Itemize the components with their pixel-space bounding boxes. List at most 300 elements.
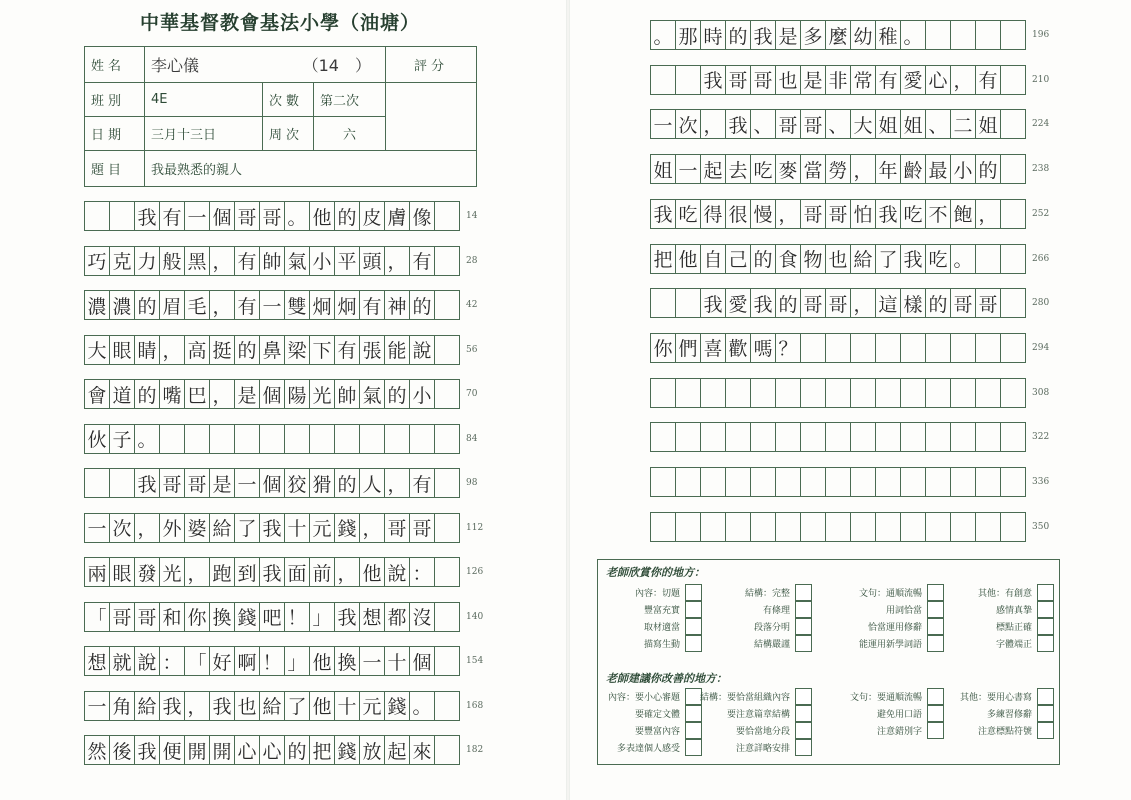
grid-cell[interactable] bbox=[775, 512, 801, 542]
grid-cell[interactable]: 帥 bbox=[334, 379, 360, 409]
grid-cell[interactable] bbox=[409, 424, 435, 454]
grid-cell[interactable]: 我 bbox=[134, 201, 160, 231]
review-checkbox[interactable] bbox=[795, 688, 812, 705]
grid-cell[interactable]: 吃 bbox=[925, 244, 951, 274]
grid-cell[interactable] bbox=[309, 424, 335, 454]
review-checkbox[interactable] bbox=[795, 635, 812, 652]
grid-cell[interactable]: 吃 bbox=[675, 199, 701, 229]
grid-cell[interactable] bbox=[1000, 65, 1026, 95]
grid-cell[interactable]: 一 bbox=[259, 290, 285, 320]
grid-cell[interactable] bbox=[1000, 109, 1026, 139]
grid-cell[interactable] bbox=[925, 512, 951, 542]
grid-cell[interactable]: 姐 bbox=[650, 154, 676, 184]
grid-cell[interactable]: ， bbox=[209, 246, 235, 276]
grid-cell[interactable]: ， bbox=[384, 246, 410, 276]
grid-cell[interactable] bbox=[900, 333, 926, 363]
grid-cell[interactable]: 氣 bbox=[284, 246, 310, 276]
grid-cell[interactable]: 說 bbox=[134, 646, 160, 676]
grid-cell[interactable] bbox=[775, 378, 801, 408]
grid-cell[interactable]: 前 bbox=[309, 557, 335, 587]
grid-cell[interactable] bbox=[725, 512, 751, 542]
grid-cell[interactable]: 我 bbox=[875, 199, 901, 229]
grid-cell[interactable] bbox=[975, 378, 1001, 408]
grid-cell[interactable]: 多 bbox=[800, 20, 826, 50]
grid-cell[interactable] bbox=[109, 201, 135, 231]
grid-cell[interactable] bbox=[1000, 333, 1026, 363]
grid-cell[interactable]: ， bbox=[334, 557, 360, 587]
grid-cell[interactable]: 你 bbox=[650, 333, 676, 363]
review-checkbox[interactable] bbox=[795, 584, 812, 601]
grid-cell[interactable]: 哥 bbox=[725, 65, 751, 95]
grid-cell[interactable]: 我 bbox=[900, 244, 926, 274]
grid-cell[interactable]: 他 bbox=[309, 201, 335, 231]
grid-cell[interactable]: 和 bbox=[159, 602, 185, 632]
grid-cell[interactable]: 我 bbox=[725, 109, 751, 139]
grid-cell[interactable]: 給 bbox=[850, 244, 876, 274]
grid-cell[interactable]: 狡 bbox=[284, 468, 310, 498]
grid-cell[interactable]: 非 bbox=[825, 65, 851, 95]
grid-cell[interactable]: 心 bbox=[234, 735, 260, 765]
grid-cell[interactable] bbox=[434, 646, 460, 676]
review-checkbox[interactable] bbox=[927, 601, 944, 618]
grid-cell[interactable]: 有 bbox=[234, 246, 260, 276]
grid-cell[interactable] bbox=[434, 246, 460, 276]
grid-cell[interactable]: 也 bbox=[825, 244, 851, 274]
grid-cell[interactable] bbox=[850, 333, 876, 363]
grid-cell[interactable]: 會 bbox=[84, 379, 110, 409]
grid-cell[interactable]: 有 bbox=[159, 201, 185, 231]
grid-cell[interactable]: 把 bbox=[309, 735, 335, 765]
grid-cell[interactable] bbox=[1000, 378, 1026, 408]
grid-cell[interactable]: 不 bbox=[925, 199, 951, 229]
grid-cell[interactable]: ， bbox=[700, 109, 726, 139]
grid-cell[interactable]: 就 bbox=[109, 646, 135, 676]
grid-cell[interactable] bbox=[700, 378, 726, 408]
grid-cell[interactable]: 哥 bbox=[384, 513, 410, 543]
grid-cell[interactable] bbox=[800, 378, 826, 408]
grid-cell[interactable] bbox=[675, 467, 701, 497]
review-checkbox[interactable] bbox=[795, 739, 812, 756]
grid-cell[interactable]: 都 bbox=[384, 602, 410, 632]
review-checkbox[interactable] bbox=[1037, 722, 1054, 739]
class-value[interactable]: 4E bbox=[145, 83, 263, 117]
grid-cell[interactable]: 後 bbox=[109, 735, 135, 765]
grid-cell[interactable]: 鼻 bbox=[259, 335, 285, 365]
grid-cell[interactable]: 一 bbox=[84, 691, 110, 721]
grid-cell[interactable] bbox=[434, 335, 460, 365]
grid-cell[interactable] bbox=[875, 378, 901, 408]
grid-cell[interactable]: 食 bbox=[775, 244, 801, 274]
grid-cell[interactable] bbox=[925, 422, 951, 452]
grid-cell[interactable] bbox=[850, 378, 876, 408]
grid-cell[interactable]: 我 bbox=[750, 288, 776, 318]
grid-cell[interactable]: 我 bbox=[750, 20, 776, 50]
grid-cell[interactable]: 發 bbox=[134, 557, 160, 587]
grid-cell[interactable]: 便 bbox=[159, 735, 185, 765]
grid-cell[interactable]: 物 bbox=[800, 244, 826, 274]
grid-cell[interactable]: 時 bbox=[700, 20, 726, 50]
grid-cell[interactable]: 他 bbox=[309, 691, 335, 721]
grid-cell[interactable] bbox=[159, 424, 185, 454]
grid-cell[interactable]: 一 bbox=[675, 154, 701, 184]
grid-cell[interactable]: 。 bbox=[900, 20, 926, 50]
grid-cell[interactable]: 哥 bbox=[750, 65, 776, 95]
grid-cell[interactable]: 、 bbox=[825, 109, 851, 139]
grid-cell[interactable] bbox=[1000, 199, 1026, 229]
grid-cell[interactable]: ， bbox=[209, 379, 235, 409]
grid-cell[interactable] bbox=[925, 467, 951, 497]
review-checkbox[interactable] bbox=[1037, 601, 1054, 618]
grid-cell[interactable]: 十 bbox=[284, 513, 310, 543]
grid-cell[interactable] bbox=[800, 422, 826, 452]
grid-cell[interactable]: 怕 bbox=[850, 199, 876, 229]
review-checkbox[interactable] bbox=[685, 635, 702, 652]
grid-cell[interactable] bbox=[234, 424, 260, 454]
grid-cell[interactable] bbox=[975, 333, 1001, 363]
grid-cell[interactable]: 毛 bbox=[184, 290, 210, 320]
grid-cell[interactable]: ， bbox=[159, 335, 185, 365]
grid-cell[interactable]: 一 bbox=[650, 109, 676, 139]
grid-cell[interactable] bbox=[950, 512, 976, 542]
grid-cell[interactable] bbox=[1000, 512, 1026, 542]
grid-cell[interactable]: 吃 bbox=[750, 154, 776, 184]
grid-cell[interactable] bbox=[700, 467, 726, 497]
grid-cell[interactable] bbox=[850, 422, 876, 452]
grid-cell[interactable]: 他 bbox=[359, 557, 385, 587]
grid-cell[interactable]: 吃 bbox=[900, 199, 926, 229]
grid-cell[interactable]: 得 bbox=[700, 199, 726, 229]
grid-cell[interactable] bbox=[750, 467, 776, 497]
review-checkbox[interactable] bbox=[927, 705, 944, 722]
grid-cell[interactable]: 沒 bbox=[409, 602, 435, 632]
grid-cell[interactable] bbox=[750, 378, 776, 408]
grid-cell[interactable]: 吧 bbox=[259, 602, 285, 632]
grid-cell[interactable]: 很 bbox=[725, 199, 751, 229]
grid-cell[interactable] bbox=[434, 379, 460, 409]
grid-cell[interactable] bbox=[650, 512, 676, 542]
grid-cell[interactable] bbox=[109, 468, 135, 498]
grid-cell[interactable]: ， bbox=[850, 154, 876, 184]
grid-cell[interactable]: 炯 bbox=[334, 290, 360, 320]
grid-cell[interactable]: 皮 bbox=[359, 201, 385, 231]
grid-cell[interactable]: 哥 bbox=[134, 602, 160, 632]
grid-cell[interactable]: 角 bbox=[109, 691, 135, 721]
grid-cell[interactable]: 我 bbox=[259, 513, 285, 543]
grid-cell[interactable] bbox=[675, 512, 701, 542]
grid-cell[interactable] bbox=[825, 512, 851, 542]
grid-cell[interactable]: ？ bbox=[775, 333, 801, 363]
grid-cell[interactable] bbox=[750, 512, 776, 542]
review-checkbox[interactable] bbox=[795, 705, 812, 722]
grid-cell[interactable]: 次 bbox=[109, 513, 135, 543]
grid-cell[interactable]: 稚 bbox=[875, 20, 901, 50]
grid-cell[interactable]: 嘴 bbox=[159, 379, 185, 409]
grid-cell[interactable]: 一 bbox=[184, 201, 210, 231]
grid-cell[interactable]: 把 bbox=[650, 244, 676, 274]
review-checkbox[interactable] bbox=[1037, 705, 1054, 722]
grid-cell[interactable]: 有 bbox=[975, 65, 1001, 95]
grid-cell[interactable]: ， bbox=[384, 468, 410, 498]
grid-cell[interactable] bbox=[975, 512, 1001, 542]
grid-cell[interactable]: 伙 bbox=[84, 424, 110, 454]
grid-cell[interactable]: 到 bbox=[234, 557, 260, 587]
grid-cell[interactable] bbox=[800, 467, 826, 497]
grid-cell[interactable] bbox=[800, 512, 826, 542]
grid-cell[interactable]: 。 bbox=[409, 691, 435, 721]
grid-cell[interactable]: 換 bbox=[334, 646, 360, 676]
grid-cell[interactable] bbox=[725, 467, 751, 497]
grid-cell[interactable]: 一 bbox=[359, 646, 385, 676]
review-checkbox[interactable] bbox=[1037, 688, 1054, 705]
grid-cell[interactable]: 哥 bbox=[234, 201, 260, 231]
grid-cell[interactable]: 樣 bbox=[900, 288, 926, 318]
review-checkbox[interactable] bbox=[1037, 635, 1054, 652]
grid-cell[interactable]: 的 bbox=[234, 335, 260, 365]
grid-cell[interactable]: 雙 bbox=[284, 290, 310, 320]
grid-cell[interactable]: 巧 bbox=[84, 246, 110, 276]
grid-cell[interactable]: 外 bbox=[159, 513, 185, 543]
grid-cell[interactable] bbox=[1000, 20, 1026, 50]
review-checkbox[interactable] bbox=[685, 618, 702, 635]
grid-cell[interactable] bbox=[434, 691, 460, 721]
grid-cell[interactable] bbox=[675, 65, 701, 95]
grid-cell[interactable]: 給 bbox=[259, 691, 285, 721]
grid-cell[interactable]: 神 bbox=[384, 290, 410, 320]
grid-cell[interactable]: 炯 bbox=[309, 290, 335, 320]
grid-cell[interactable] bbox=[800, 333, 826, 363]
grid-cell[interactable] bbox=[1000, 467, 1026, 497]
grid-cell[interactable]: 有 bbox=[334, 335, 360, 365]
grid-cell[interactable]: 我 bbox=[159, 691, 185, 721]
grid-cell[interactable]: 梁 bbox=[284, 335, 310, 365]
grid-cell[interactable]: 我 bbox=[700, 65, 726, 95]
name-field[interactable] bbox=[145, 47, 386, 83]
grid-cell[interactable]: 哥 bbox=[159, 468, 185, 498]
grid-cell[interactable]: 一 bbox=[84, 513, 110, 543]
grid-cell[interactable]: 幼 bbox=[850, 20, 876, 50]
grid-cell[interactable]: 麥 bbox=[775, 154, 801, 184]
grid-cell[interactable]: 想 bbox=[359, 602, 385, 632]
grid-cell[interactable]: 。 bbox=[650, 20, 676, 50]
grid-cell[interactable] bbox=[434, 424, 460, 454]
grid-cell[interactable]: 己 bbox=[725, 244, 751, 274]
grid-cell[interactable]: 哥 bbox=[975, 288, 1001, 318]
grid-cell[interactable]: ， bbox=[184, 557, 210, 587]
grid-cell[interactable]: 」 bbox=[284, 646, 310, 676]
week-value[interactable]: 六 bbox=[314, 117, 386, 151]
grid-cell[interactable]: 愛 bbox=[725, 288, 751, 318]
grid-cell[interactable] bbox=[950, 378, 976, 408]
grid-cell[interactable]: 哥 bbox=[825, 199, 851, 229]
grid-cell[interactable]: 人 bbox=[359, 468, 385, 498]
grid-cell[interactable]: 我 bbox=[134, 735, 160, 765]
grid-cell[interactable]: 的 bbox=[409, 290, 435, 320]
grid-cell[interactable] bbox=[334, 424, 360, 454]
grid-cell[interactable]: 我 bbox=[700, 288, 726, 318]
grid-cell[interactable] bbox=[650, 422, 676, 452]
grid-cell[interactable]: 的 bbox=[975, 154, 1001, 184]
grid-cell[interactable]: ， bbox=[950, 65, 976, 95]
grid-cell[interactable]: 的 bbox=[134, 290, 160, 320]
grid-cell[interactable]: 哥 bbox=[184, 468, 210, 498]
grid-cell[interactable]: 我 bbox=[259, 557, 285, 587]
grid-cell[interactable] bbox=[434, 201, 460, 231]
grid-cell[interactable]: 說 bbox=[409, 335, 435, 365]
review-checkbox[interactable] bbox=[685, 739, 702, 756]
grid-cell[interactable]: 猾 bbox=[309, 468, 335, 498]
grid-cell[interactable]: 換 bbox=[209, 602, 235, 632]
review-checkbox[interactable] bbox=[1037, 584, 1054, 601]
grid-cell[interactable]: 的 bbox=[750, 244, 776, 274]
grid-cell[interactable] bbox=[950, 333, 976, 363]
grid-cell[interactable] bbox=[900, 512, 926, 542]
grid-cell[interactable] bbox=[925, 20, 951, 50]
grid-cell[interactable] bbox=[875, 422, 901, 452]
grid-cell[interactable]: 哥 bbox=[409, 513, 435, 543]
grid-cell[interactable]: 道 bbox=[109, 379, 135, 409]
grid-cell[interactable]: 哥 bbox=[800, 199, 826, 229]
grid-cell[interactable]: 、 bbox=[750, 109, 776, 139]
grid-cell[interactable]: 十 bbox=[384, 646, 410, 676]
grid-cell[interactable]: 個 bbox=[209, 201, 235, 231]
review-checkbox[interactable] bbox=[927, 688, 944, 705]
grid-cell[interactable]: 是 bbox=[209, 468, 235, 498]
grid-cell[interactable]: 眼 bbox=[109, 335, 135, 365]
grid-cell[interactable]: 眼 bbox=[109, 557, 135, 587]
grid-cell[interactable]: 有 bbox=[359, 290, 385, 320]
grid-cell[interactable] bbox=[900, 467, 926, 497]
grid-cell[interactable] bbox=[775, 467, 801, 497]
grid-cell[interactable]: 哥 bbox=[259, 201, 285, 231]
grid-cell[interactable]: 姐 bbox=[900, 109, 926, 139]
grid-cell[interactable]: 的 bbox=[925, 288, 951, 318]
grid-cell[interactable]: 高 bbox=[184, 335, 210, 365]
grid-cell[interactable]: 的 bbox=[134, 379, 160, 409]
grid-cell[interactable] bbox=[259, 424, 285, 454]
review-checkbox[interactable] bbox=[927, 618, 944, 635]
grid-cell[interactable]: ， bbox=[209, 290, 235, 320]
grid-cell[interactable] bbox=[1000, 244, 1026, 274]
review-checkbox[interactable] bbox=[795, 722, 812, 739]
grid-cell[interactable] bbox=[850, 467, 876, 497]
grid-cell[interactable] bbox=[900, 422, 926, 452]
grid-cell[interactable]: 的 bbox=[334, 201, 360, 231]
grid-cell[interactable]: 黑 bbox=[184, 246, 210, 276]
grid-cell[interactable]: 你 bbox=[184, 602, 210, 632]
grid-cell[interactable]: 有 bbox=[875, 65, 901, 95]
review-checkbox[interactable] bbox=[927, 584, 944, 601]
grid-cell[interactable]: 有 bbox=[409, 246, 435, 276]
grid-cell[interactable] bbox=[434, 557, 460, 587]
grid-cell[interactable]: 大 bbox=[84, 335, 110, 365]
review-checkbox[interactable] bbox=[927, 635, 944, 652]
grid-cell[interactable]: 元 bbox=[309, 513, 335, 543]
grid-cell[interactable] bbox=[284, 424, 310, 454]
grid-cell[interactable]: 錢 bbox=[384, 691, 410, 721]
grid-cell[interactable] bbox=[1000, 154, 1026, 184]
grid-cell[interactable] bbox=[675, 422, 701, 452]
grid-cell[interactable] bbox=[434, 602, 460, 632]
grid-cell[interactable] bbox=[675, 288, 701, 318]
grid-cell[interactable] bbox=[975, 467, 1001, 497]
grid-cell[interactable]: 、 bbox=[925, 109, 951, 139]
grid-cell[interactable]: ， bbox=[134, 513, 160, 543]
grid-cell[interactable]: 像 bbox=[409, 201, 435, 231]
grid-cell[interactable]: 當 bbox=[800, 154, 826, 184]
grid-cell[interactable] bbox=[725, 422, 751, 452]
grid-cell[interactable]: 婆 bbox=[184, 513, 210, 543]
grid-cell[interactable]: 。 bbox=[950, 244, 976, 274]
grid-cell[interactable] bbox=[925, 333, 951, 363]
grid-cell[interactable] bbox=[950, 467, 976, 497]
grid-cell[interactable]: 我 bbox=[334, 602, 360, 632]
grid-cell[interactable]: 睛 bbox=[134, 335, 160, 365]
grid-cell[interactable]: 光 bbox=[159, 557, 185, 587]
grid-cell[interactable]: 了 bbox=[875, 244, 901, 274]
grid-cell[interactable]: 是 bbox=[800, 65, 826, 95]
grid-cell[interactable]: 喜 bbox=[700, 333, 726, 363]
grid-cell[interactable]: 小 bbox=[950, 154, 976, 184]
grid-cell[interactable]: 下 bbox=[309, 335, 335, 365]
grid-cell[interactable]: 陽 bbox=[284, 379, 310, 409]
grid-cell[interactable] bbox=[975, 244, 1001, 274]
grid-cell[interactable]: 麼 bbox=[825, 20, 851, 50]
grid-cell[interactable]: 個 bbox=[409, 646, 435, 676]
grid-cell[interactable]: ！ bbox=[284, 602, 310, 632]
grid-cell[interactable]: 姐 bbox=[975, 109, 1001, 139]
grid-cell[interactable] bbox=[850, 512, 876, 542]
review-checkbox[interactable] bbox=[927, 722, 944, 739]
grid-cell[interactable]: 哥 bbox=[825, 288, 851, 318]
grid-cell[interactable]: 這 bbox=[875, 288, 901, 318]
grid-cell[interactable]: ， bbox=[359, 513, 385, 543]
grid-cell[interactable]: 放 bbox=[359, 735, 385, 765]
grid-cell[interactable]: 開 bbox=[184, 735, 210, 765]
grid-cell[interactable]: 的 bbox=[775, 288, 801, 318]
grid-cell[interactable]: 般 bbox=[159, 246, 185, 276]
grid-cell[interactable]: 慢 bbox=[750, 199, 776, 229]
review-checkbox[interactable] bbox=[685, 601, 702, 618]
grid-cell[interactable] bbox=[675, 378, 701, 408]
grid-cell[interactable] bbox=[825, 467, 851, 497]
grid-cell[interactable]: 給 bbox=[209, 513, 235, 543]
grid-cell[interactable]: 是 bbox=[775, 20, 801, 50]
grid-cell[interactable]: 小 bbox=[409, 379, 435, 409]
grid-cell[interactable]: 齡 bbox=[900, 154, 926, 184]
date-value[interactable]: 三月十三日 bbox=[145, 117, 263, 151]
grid-cell[interactable]: 了 bbox=[234, 513, 260, 543]
grid-cell[interactable]: 挺 bbox=[209, 335, 235, 365]
grid-cell[interactable] bbox=[84, 468, 110, 498]
grid-cell[interactable]: 元 bbox=[359, 691, 385, 721]
grid-cell[interactable]: 面 bbox=[284, 557, 310, 587]
grid-cell[interactable] bbox=[700, 512, 726, 542]
grid-cell[interactable] bbox=[775, 422, 801, 452]
grid-cell[interactable]: 啊 bbox=[234, 646, 260, 676]
grid-cell[interactable]: 頭 bbox=[359, 246, 385, 276]
grid-cell[interactable]: 愛 bbox=[900, 65, 926, 95]
grid-cell[interactable] bbox=[925, 378, 951, 408]
grid-cell[interactable]: 是 bbox=[234, 379, 260, 409]
grid-cell[interactable]: 去 bbox=[725, 154, 751, 184]
review-checkbox[interactable] bbox=[1037, 618, 1054, 635]
grid-cell[interactable]: 次 bbox=[675, 109, 701, 139]
grid-cell[interactable]: 我 bbox=[134, 468, 160, 498]
grid-cell[interactable]: 哥 bbox=[800, 109, 826, 139]
review-checkbox[interactable] bbox=[685, 722, 702, 739]
grid-cell[interactable] bbox=[950, 20, 976, 50]
grid-cell[interactable] bbox=[875, 512, 901, 542]
